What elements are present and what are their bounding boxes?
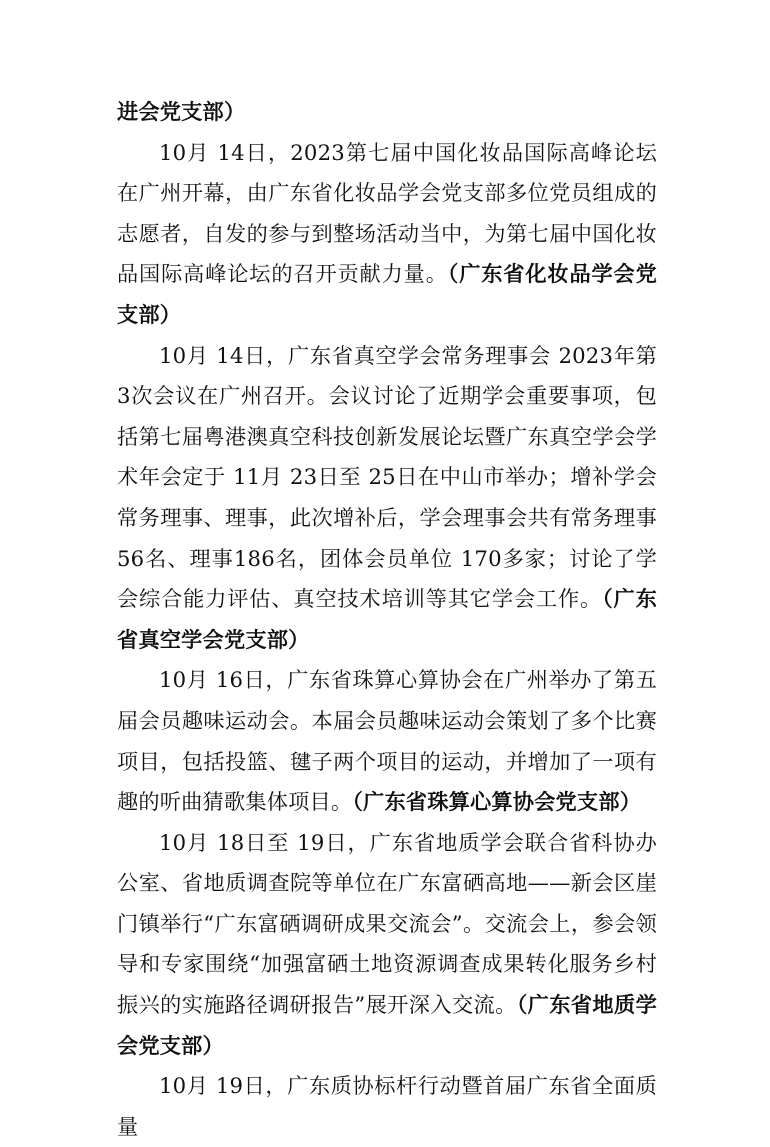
- org-attribution: （广东省真空学会党支部）: [117, 586, 657, 652]
- paragraph-text: 10月 16日，广东省珠算心算协会在广州举办了第五届会员趣味运动会。本届会员趣味运动会策划了多个比赛项目，包括投篮、毽子两个项目的运动，并增加了一项有趣的听曲猜歌集体项目。: [117, 667, 657, 815]
- paragraph-quality-association: [117, 1066, 657, 1147]
- paragraph-cosmetics-forum: [117, 133, 657, 336]
- document-body: [117, 92, 657, 1147]
- paragraph-abacus-association: [117, 660, 657, 822]
- paragraph-text: 10月 18日至 19日，广东省地质学会联合省科协办公室、省地质调查院等单位在广东富硒高地——新会区崖门镇举行“广东富硒调研成果交流会”。交流会上，参会领导和专家围绕“加强富硒土地资源调查成果转化服务乡村振兴的实施路径调研报告”展开深入交流。: [117, 829, 657, 1018]
- org-attribution: （广东省化妆品学会党支部）: [117, 261, 657, 327]
- org-attribution: （广东省地质学会党支部）: [117, 992, 657, 1058]
- org-attribution: （广东省珠算心算协会党支部）: [352, 789, 642, 815]
- paragraph-text: 10月 14日，2023第七届中国化妆品国际高峰论坛在广州开幕，由广东省化妆品学会党支部多位党员组成的志愿者，自发的参与到整场活动当中，为第七届中国化妆品国际高峰论坛的召开贡献力量。: [117, 139, 657, 287]
- paragraph-continuation: [117, 92, 657, 133]
- paragraph-text: 10月 14日，广东省真空学会常务理事会 2023年第 3次会议在广州召开。会议讨论了近期学会重要事项，包括第七届粤港澳真空科技创新发展论坛暨广东真空学会学术年会定于 11月 23日至 25日在中山市举办；增补学会常务理事、理事，此次增补后，学会理事会共有常务理事 56名、理事186名，团体会员单位 170多家；讨论了学会综合能力评估、真空技术培训等其它学会工作。: [117, 342, 657, 612]
- org-attribution: 进会党支部）: [117, 99, 246, 124]
- paragraph-text: 10月 19日，广东质协标杆行动暨首届广东省全面质量: [117, 1073, 657, 1139]
- paragraph-vacuum-society: [117, 336, 657, 661]
- paragraph-geology-society: [117, 823, 657, 1067]
